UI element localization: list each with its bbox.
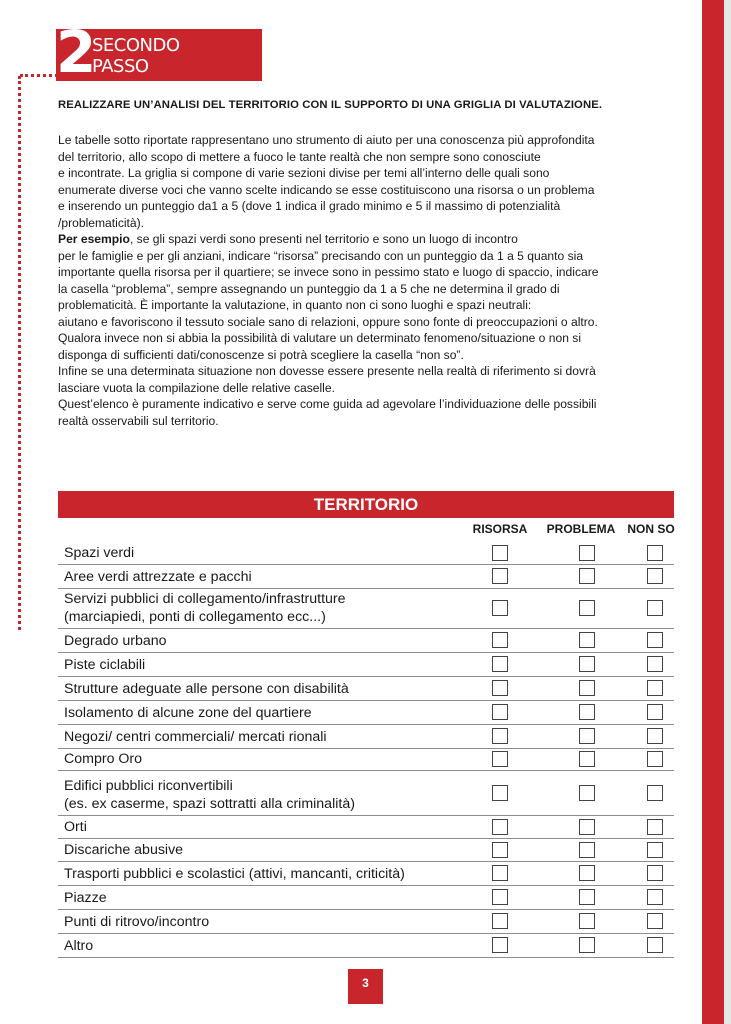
row-label-line: Edifici pubblici riconvertibili [64,778,233,794]
problema-checkbox[interactable] [579,728,595,744]
risorsa-checkbox[interactable] [492,751,508,767]
table-row [58,588,674,629]
table-row [58,628,674,653]
row-label [64,544,134,562]
non-so-checkbox[interactable] [647,913,663,929]
table-row [58,652,674,677]
row-label [64,913,209,931]
non-so-checkbox[interactable] [647,568,663,584]
column-header-risorsa: RISORSA [472,522,528,536]
row-label-line: Isolamento di alcune zone del quartiere [64,705,312,721]
row-label-line: Trasporti pubblici e scolastici (attivi, mancanti, criticità) [64,866,405,882]
table-row [58,724,674,749]
row-label-line: Orti [64,819,87,835]
intro-line: Infine se una determinata situazione non dovesse essere presente nella realtà di riferimento si dovrà [58,364,596,378]
row-label-line: Aree verdi attrezzate e pacchi [64,569,252,585]
row-label [64,728,327,746]
problema-checkbox[interactable] [579,600,595,616]
risorsa-checkbox[interactable] [492,728,508,744]
problema-checkbox[interactable] [579,842,595,858]
problema-checkbox[interactable] [579,751,595,767]
column-header-non-so: NON SO [627,522,675,536]
non-so-checkbox[interactable] [647,704,663,720]
table-row [58,861,674,886]
table-row [58,770,674,816]
row-label-line: Servizi pubblici di collegamento/infrastrutture [64,591,346,607]
non-so-checkbox[interactable] [647,728,663,744]
problema-checkbox[interactable] [579,568,595,584]
intro-after-bold: , se gli spazi verdi sono presenti nel territorio e sono un luogo di incontro [129,232,518,246]
problema-checkbox[interactable] [579,889,595,905]
intro-line: e incontrate. La griglia si compone di varie sezioni divise per temi all’interno delle quali sono [58,166,550,180]
row-label-line: Spazi verdi [64,545,135,561]
row-label [64,704,312,722]
row-label-line: (marciapiedi, ponti di collegamento ecc...) [64,609,326,625]
row-label [64,568,252,586]
row-label-line: Negozi/ centri commerciali/ mercati rionali [64,729,327,745]
intro-bold-phrase: Per esempio [58,232,130,246]
risorsa-checkbox[interactable] [492,600,508,616]
row-label-line: Altro [64,938,94,954]
table-row [58,815,674,839]
risorsa-checkbox[interactable] [492,913,508,929]
non-so-checkbox[interactable] [647,819,663,835]
row-label-line: Degrado urbano [64,633,167,649]
risorsa-checkbox[interactable] [492,545,508,561]
risorsa-checkbox[interactable] [492,865,508,881]
row-label [64,750,142,768]
step-number: 2 [56,18,95,86]
risorsa-checkbox[interactable] [492,568,508,584]
row-label-line: Piste ciclabili [64,657,146,673]
non-so-checkbox[interactable] [647,751,663,767]
risorsa-checkbox[interactable] [492,842,508,858]
row-label-line: Discariche abusive [64,842,184,858]
table-row [58,748,674,771]
table-row [58,564,674,589]
non-so-checkbox[interactable] [647,785,663,801]
risorsa-checkbox[interactable] [492,937,508,953]
non-so-checkbox[interactable] [647,842,663,858]
row-label [64,818,87,836]
table-row [58,838,674,862]
intro-line: lasciare vuota la compilazione delle relative caselle. [58,380,335,395]
non-so-checkbox[interactable] [647,545,663,561]
intro-line: problematicità. È importante la valutazione, in quanto non ci sono luoghi e spazi neutrali: [58,298,532,312]
problema-checkbox[interactable] [579,819,595,835]
page-number: 3 [348,969,383,1004]
intro-line: del territorio, allo scopo di mettere a fuoco le tante realtà che non sempre sono conosciute [58,149,541,164]
non-so-checkbox[interactable] [647,937,663,953]
non-so-checkbox[interactable] [647,600,663,616]
dotted-line-vertical [18,76,21,630]
problema-checkbox[interactable] [579,865,595,881]
row-label-line: (es. ex caserme, spazi sottratti alla criminalità) [64,796,355,812]
table-row [58,700,674,725]
intro-line: realtà osservabili sul territorio. [58,413,219,428]
row-label-line: Piazze [64,890,107,906]
problema-checkbox[interactable] [579,937,595,953]
problema-checkbox[interactable] [579,680,595,696]
dotted-line-horizontal [20,74,58,77]
intro-line: Qualora invece non si abbia la possibilità di valutare un determinato fenomeno/situazione o non si [58,331,582,345]
table-row [58,909,674,934]
problema-checkbox[interactable] [579,545,595,561]
section-heading: REALIZZARE UN’ANALISI DEL TERRITORIO CON IL SUPPORTO DI UNA GRIGLIA DI VALUTAZIONE. [58,99,603,111]
problema-checkbox[interactable] [579,656,595,672]
intro-line: Le tabelle sotto riportate rappresentano uno strumento di aiuto per una conoscenza più approfondita [58,133,595,147]
intro-line: Quest’elenco è puramente indicativo e serve come guida ad agevolare l’individuazione delle possibili [58,397,597,411]
row-label [64,777,355,813]
non-so-checkbox[interactable] [647,680,663,696]
page-edge-shadow [724,0,731,1024]
row-label [64,680,349,698]
table-row [58,676,674,701]
non-so-checkbox[interactable] [647,632,663,648]
table-row [58,933,674,958]
step-word-secondo: SECONDO [92,35,180,56]
risorsa-checkbox[interactable] [492,819,508,835]
row-label [64,632,167,650]
risorsa-checkbox[interactable] [492,785,508,801]
risorsa-checkbox[interactable] [492,656,508,672]
row-label [64,865,405,883]
intro-line: /problematicità). [58,215,145,230]
intro-line: enumerate diverse voci che vanno scelte indicando se esse costituiscono una risorsa o un problema [58,182,595,197]
row-label [64,656,145,674]
row-label-line: Punti di ritrovo/incontro [64,914,210,930]
intro-line: disponga di sufficienti dati/conoscenze si potrà scegliere la casella “non so”. [58,347,464,362]
non-so-checkbox[interactable] [647,656,663,672]
red-edge-bar [702,0,724,1024]
non-so-checkbox[interactable] [647,865,663,881]
step-word-passo: PASSO [92,56,149,77]
problema-checkbox[interactable] [579,704,595,720]
row-label [64,590,346,626]
problema-checkbox[interactable] [579,913,595,929]
risorsa-checkbox[interactable] [492,680,508,696]
table-title: TERRITORIO [58,491,674,518]
intro-text [58,132,698,429]
column-header-problema: PROBLEMA [546,522,616,536]
row-label [64,841,183,859]
non-so-checkbox[interactable] [647,889,663,905]
row-label [64,937,93,955]
intro-line: aiutano e favoriscono il tessuto sociale sano di relazioni, oppure sono fonte di preoccupazioni o altro. [58,314,598,329]
risorsa-checkbox[interactable] [492,889,508,905]
risorsa-checkbox[interactable] [492,632,508,648]
row-label [64,889,107,907]
table-row [58,885,674,910]
intro-line: per le famiglie e per gli anziani, indicare “risorsa” precisando con un punteggio da 1 a 5 quanto sia [58,248,584,263]
risorsa-checkbox[interactable] [492,704,508,720]
problema-checkbox[interactable] [579,632,595,648]
intro-line: importante quella risorsa per il quartiere; se invece sono in pessimo stato e luogo di spaccio, indicare [58,265,599,279]
problema-checkbox[interactable] [579,785,595,801]
intro-line: la casella “problema”, sempre assegnando un punteggio da 1 a 5 che ne determina il grado di [58,281,560,296]
intro-line: e inserendo un punteggio da1 a 5 (dove 1 indica il grado minimo e 5 il massimo di potenzialità [58,199,561,213]
table-row [58,541,674,565]
intro-example-line [58,231,698,248]
row-label-line: Compro Oro [64,751,143,767]
row-label-line: Strutture adeguate alle persone con disabilità [64,681,349,697]
